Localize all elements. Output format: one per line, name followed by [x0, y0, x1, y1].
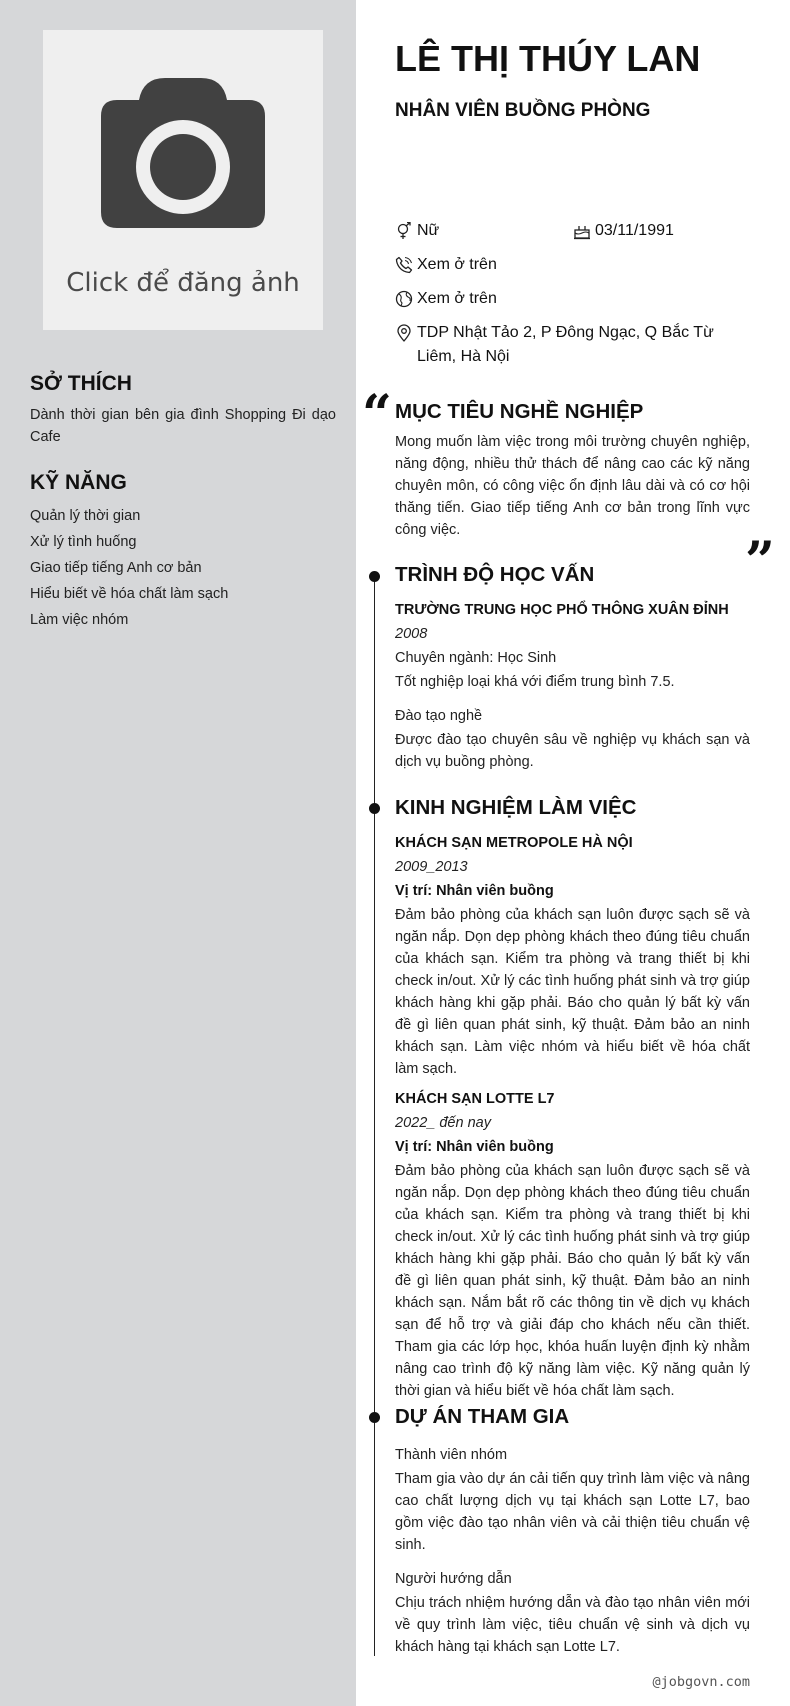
website-info — [395, 287, 750, 311]
training-title: Đào tạo nghề — [395, 708, 483, 724]
objective-title: MỤC TIÊU NGHỀ NGHIỆP — [395, 400, 644, 423]
skill-item: Hiểu biết về hóa chất làm sạch — [30, 586, 229, 602]
skill-item: Làm việc nhóm — [30, 612, 129, 628]
gender-info — [395, 219, 565, 243]
phone-value: Xem ở trên — [417, 256, 497, 273]
project-text: Tham gia vào dự án cải tiến quy trình làm việc và nâng cao chất lượng dịch vụ tại khách sạn Lotte L7, bao gồm việc đào tạo nhân viên và cải thiện tiêu chuẩn vệ sinh. — [395, 1471, 750, 1553]
job-position: Vị trí: Nhân viên buồng — [395, 1139, 554, 1155]
skill-item: Xử lý tình huống — [30, 534, 137, 550]
project-entry — [395, 1444, 750, 1556]
job-description: Đảm bảo phòng của khách sạn luôn được sạch sẽ và ngăn nắp. Dọn dẹp phòng khách theo đúng tiêu chuẩn của khách sạn. Kiểm tra phòng và trang thiết bị khi check in/out. Xử lý các tình huống phát sinh và trợ giúp khách hàng khi gặp phải. Báo cho quản lý bất kỳ vấn đề gì liên quan phát sinh, kỹ thuật. Đảm bảo an ninh khách sạn. Nắm bắt rõ các thông tin về dịch vụ khách sạn để hỗ trợ và giải đáp cho khách nếu cần thiết. Tham gia các lớp học, khóa huấn luyện định kỳ nhằm nâng cao trình độ kỹ năng làm việc. Kỹ năng quản lý thời gian và hiểu biết về hóa chất làm sạch. — [395, 1163, 750, 1399]
experience-block — [395, 832, 750, 1402]
photo-upload-label: Click để đăng ảnh — [66, 268, 300, 298]
skill-item: Quản lý thời gian — [30, 508, 141, 524]
education-year: 2008 — [395, 626, 428, 642]
skills-list — [30, 503, 336, 633]
training-text: Được đào tạo chuyên sâu về nghiệp vụ khách sạn và dịch vụ buồng phòng. — [395, 732, 750, 770]
job-description: Đảm bảo phòng của khách sạn luôn được sạch sẽ và ngăn nắp. Dọn dẹp phòng khách theo đúng tiêu chuẩn của khách sạn. Kiểm tra phòng và trang thiết bị khi check in/out. Xử lý các tình huống phát sinh và trợ giúp khách hàng khi gặp phải. Báo cho quản lý bất kỳ vấn đề gì liên quan phát sinh, kỹ thuật. Đảm bảo an ninh khách sạn. Làm việc nhóm và hiểu biết về hóa chất làm sạch. — [395, 907, 750, 1077]
project-role: Người hướng dẫn — [395, 1571, 512, 1587]
project-role: Thành viên nhóm — [395, 1447, 508, 1463]
education-major: Chuyên ngành: Học Sinh — [395, 650, 557, 666]
timeline-dot — [369, 571, 380, 582]
education-block — [395, 599, 750, 773]
education-result: Tốt nghiệp loại khá với điểm trung bình 7.5. — [395, 674, 675, 690]
projects-title: DỰ ÁN THAM GIA — [395, 1405, 570, 1428]
projects-block — [395, 1444, 750, 1658]
candidate-name: LÊ THỊ THÚY LAN — [395, 38, 701, 79]
footer-watermark: @jobgovn.com — [652, 1674, 750, 1690]
phone-info — [395, 253, 750, 277]
objective-text: Mong muốn làm việc trong môi trường chuyên nghiệp, năng động, nhiều thử thách để nâng cao các kỹ năng chuyên môn, có công việc ổn định lâu dài và có cơ hội thăng tiến. Giao tiếp tiếng Anh cơ bản trong lĩnh vực công việc. — [395, 434, 750, 538]
hobbies-section — [30, 372, 336, 448]
timeline-line — [374, 576, 375, 1656]
job-entry — [395, 1088, 750, 1402]
location-pin-icon — [395, 324, 413, 342]
skills-title: KỸ NĂNG — [30, 471, 127, 494]
job-period: 2022_ đến nay — [395, 1115, 491, 1131]
cake-icon — [573, 222, 591, 240]
candidate-role: NHÂN VIÊN BUỒNG PHÒNG — [395, 100, 651, 121]
gender-value: Nữ — [417, 222, 440, 239]
gender-icon — [395, 222, 413, 240]
education-title: TRÌNH ĐỘ HỌC VẤN — [395, 563, 595, 586]
address-value: TDP Nhật Tảo 2, P Đông Ngạc, Q Bắc Từ Liêm, Hà Nội — [417, 324, 714, 365]
open-quote-icon: “ — [362, 384, 392, 445]
job-position: Vị trí: Nhân viên buồng — [395, 883, 554, 899]
skills-section — [30, 471, 336, 633]
job-company: KHÁCH SẠN METROPOLE HÀ NỘI — [395, 835, 633, 851]
phone-icon — [395, 256, 413, 274]
objective-block — [395, 431, 750, 541]
project-entry — [395, 1568, 750, 1658]
experience-title: KINH NGHIỆM LÀM VIỆC — [395, 796, 637, 819]
skill-item: Giao tiếp tiếng Anh cơ bản — [30, 560, 202, 576]
close-quote-icon: ” — [745, 531, 775, 592]
job-company: KHÁCH SẠN LOTTE L7 — [395, 1091, 555, 1107]
job-period: 2009_2013 — [395, 859, 468, 875]
hobbies-title: SỞ THÍCH — [30, 372, 132, 395]
education-school: TRƯỜNG TRUNG HỌC PHỔ THÔNG XUÂN ĐỈNH — [395, 602, 729, 618]
timeline-dot — [369, 1412, 380, 1423]
job-entry — [395, 832, 750, 1080]
hobbies-text: Dành thời gian bên gia đình Shopping Đi dạo Cafe — [30, 407, 336, 445]
globe-icon — [395, 290, 413, 308]
birthday-value: 03/11/1991 — [595, 222, 674, 239]
photo-upload[interactable] — [43, 30, 323, 330]
project-text: Chịu trách nhiệm hướng dẫn và đào tạo nhân viên mới về quy trình làm việc, tiêu chuẩn vệ sinh và dịch vụ khách hàng tại khách sạn Lotte L7. — [395, 1595, 750, 1655]
timeline-dot — [369, 803, 380, 814]
birthday-info — [573, 219, 750, 243]
camera-icon — [99, 74, 267, 234]
website-value: Xem ở trên — [417, 290, 497, 307]
address-info — [395, 321, 750, 369]
